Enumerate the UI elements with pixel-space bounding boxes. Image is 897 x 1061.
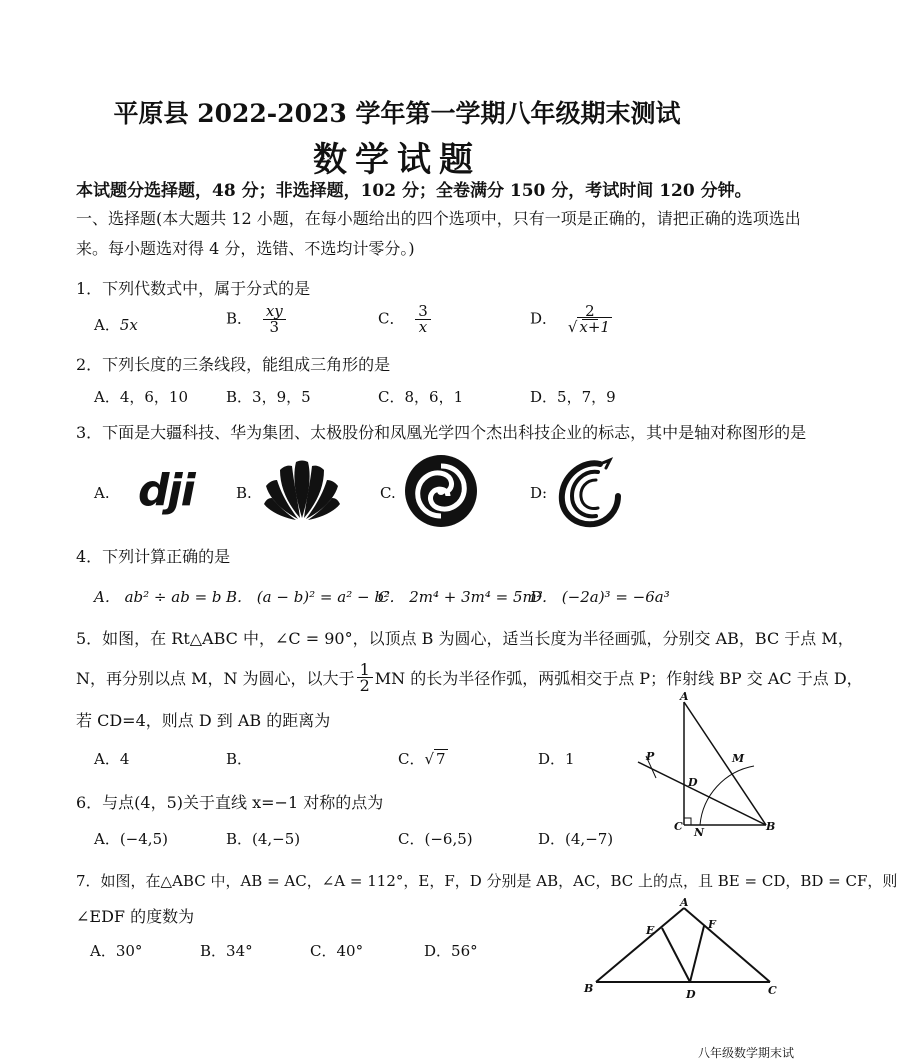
numerator: 2 bbox=[582, 304, 598, 320]
option-label: A． bbox=[94, 316, 120, 334]
fig-label-A: A bbox=[680, 690, 689, 703]
question-7-option-d: D．56° bbox=[424, 942, 478, 960]
question-5-option-c bbox=[398, 748, 448, 769]
numerator: xy bbox=[263, 304, 286, 320]
question-3-option-d-label: D: bbox=[530, 484, 548, 502]
question-2-option-d: D．5，7，9 bbox=[530, 388, 616, 406]
question-3-option-c-label: C. bbox=[380, 484, 396, 502]
question-2-option-b: B．3，9，5 bbox=[226, 388, 311, 406]
fig-label-B: B bbox=[766, 820, 776, 833]
question-7-figure bbox=[580, 894, 780, 1004]
question-7-option-c: C．40° bbox=[310, 942, 364, 960]
question-2-stem: 2．下列长度的三条线段，能组成三角形的是 bbox=[76, 355, 391, 374]
question-4-option-a: A． ab² ÷ ab = b bbox=[94, 588, 222, 606]
fig-label-N: N bbox=[694, 826, 705, 839]
question-4-option-b: B． (a − b)² = a² − b² bbox=[226, 588, 390, 606]
denominator: 3 bbox=[269, 318, 280, 336]
exam-info: 本试题分选择题，48 分；非选择题，102 分；全卷满分 150 分，考试时间 120 分钟。 bbox=[76, 181, 752, 201]
fraction bbox=[415, 304, 431, 335]
radicand: x+1 bbox=[579, 318, 610, 336]
question-1-option-c bbox=[378, 304, 431, 335]
radical-sign: √ bbox=[567, 318, 578, 336]
question-6-option-d: D．(4,−7) bbox=[538, 830, 614, 848]
fig-label-F: F bbox=[708, 918, 716, 931]
fig-label-C: C bbox=[674, 820, 683, 833]
fig-label-B: B bbox=[584, 982, 594, 995]
fig-label-P: P bbox=[646, 750, 655, 763]
question-2-option-c: C．8，6，1 bbox=[378, 388, 464, 406]
page-footer: 八年级数学期末试 bbox=[697, 1046, 794, 1060]
dji-logo: dji bbox=[138, 465, 194, 516]
numerator: 3 bbox=[415, 304, 431, 320]
option-label: C． bbox=[378, 309, 405, 328]
question-5-option-b: B． bbox=[226, 750, 253, 768]
page-title: 数学试题 bbox=[313, 140, 481, 180]
question-5-line2 bbox=[76, 662, 863, 693]
denominator: 2 bbox=[359, 676, 370, 695]
question-5-option-a: A．4 bbox=[94, 750, 130, 768]
question-5-figure bbox=[636, 690, 786, 840]
exam-title: 平原县 2022-2023 学年第一学期八年级期末测试 bbox=[113, 99, 681, 128]
question-3-option-b-label: B. bbox=[236, 484, 252, 502]
text-segment: N，再分别以点 M，N 为圆心，以大于 bbox=[76, 669, 355, 688]
question-7-line1: 7．如图，在△ABC 中，AB = AC，∠A = 112°，E，F，D 分别是 AB，AC，BC 上的点，且 BE = CD，BD = CF，则 bbox=[76, 872, 897, 890]
question-1-option-d bbox=[530, 304, 612, 335]
option-label: D． bbox=[530, 309, 558, 328]
taiji-logo bbox=[404, 454, 478, 528]
fraction bbox=[357, 662, 373, 693]
option-value: 5x bbox=[119, 316, 138, 334]
section-instructions-line2: 来。每小题选对得 4 分，选错、不选均计零分。) bbox=[76, 239, 415, 258]
text-segment: MN 的长为半径作弧，两弧相交于点 P；作射线 BP 交 AC 于点 D， bbox=[374, 669, 863, 688]
fig-label-A: A bbox=[680, 896, 689, 909]
option-label: B． bbox=[226, 309, 253, 328]
question-3-option-a-label: A. bbox=[94, 484, 110, 502]
question-4-option-c: C． 2m⁴ + 3m⁴ = 5m² bbox=[378, 588, 543, 606]
fig-label-E: E bbox=[646, 924, 655, 937]
question-6-stem: 6．与点(4，5)关于直线 x=−1 对称的点为 bbox=[76, 793, 384, 812]
question-6-option-b: B．(4,−5) bbox=[226, 830, 301, 848]
question-4-option-d: D． (−2a)³ = −6a³ bbox=[530, 588, 670, 606]
numerator: 1 bbox=[357, 662, 373, 678]
question-1-option-b bbox=[226, 304, 286, 335]
question-7-option-b: B．34° bbox=[200, 942, 253, 960]
phoenix-logo bbox=[554, 456, 624, 528]
fig-label-D: D bbox=[686, 988, 696, 1001]
question-6-option-c: C．(−6,5) bbox=[398, 830, 473, 848]
question-6-option-a: A．(−4,5) bbox=[94, 830, 168, 848]
question-1-stem: 1．下列代数式中，属于分式的是 bbox=[76, 279, 311, 298]
radicand: 7 bbox=[436, 750, 446, 768]
huawei-logo bbox=[262, 458, 342, 520]
fig-label-M: M bbox=[732, 752, 745, 765]
radical-sign: √ bbox=[424, 750, 435, 768]
question-5-line3: 若 CD=4，则点 D 到 AB 的距离为 bbox=[76, 711, 331, 730]
section-instructions-line1: 一、选择题(本大题共 12 小题，在每小题给出的四个选项中，只有一项是正确的，请把正确的选项选出 bbox=[76, 209, 801, 228]
question-2-option-a: A．4，6，10 bbox=[94, 388, 189, 406]
question-5-option-d: D．1 bbox=[538, 750, 575, 768]
option-label: C． bbox=[398, 750, 425, 768]
fraction bbox=[263, 304, 286, 335]
fig-label-C: C bbox=[768, 984, 777, 997]
question-4-stem: 4．下列计算正确的是 bbox=[76, 547, 231, 566]
question-3-stem: 3．下面是大疆科技、华为集团、太极股份和凤凰光学四个杰出科技企业的标志，其中是轴对称图形的是 bbox=[76, 423, 807, 442]
fraction bbox=[568, 304, 612, 335]
question-7-line2: ∠EDF 的度数为 bbox=[76, 907, 195, 926]
denominator: x bbox=[418, 318, 428, 336]
fig-label-D: D bbox=[688, 776, 698, 789]
question-7-option-a: A．30° bbox=[90, 942, 143, 960]
question-1-option-a bbox=[94, 314, 138, 335]
question-5-line1: 5．如图，在 Rt△ABC 中，∠C = 90°，以顶点 B 为圆心，适当长度为半径画弧，分别交 AB，BC 于点 M， bbox=[76, 629, 854, 648]
